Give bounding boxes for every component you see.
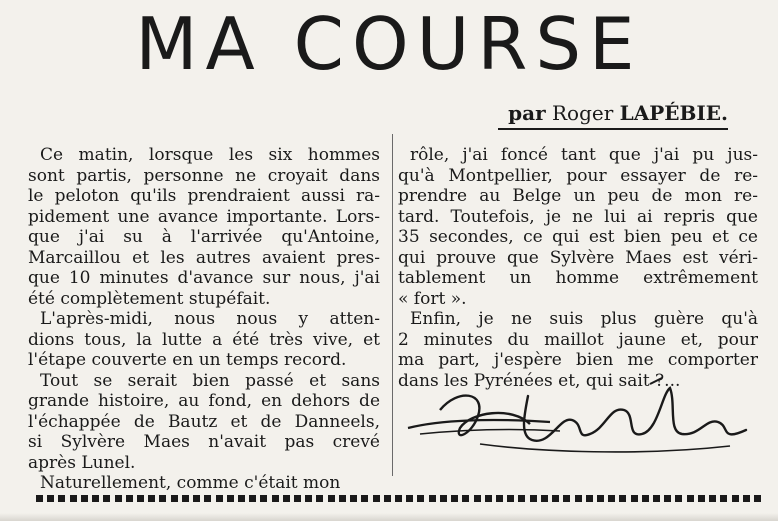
- paragraph-2: [28, 309, 380, 371]
- byline-surname: LAPÉBIE.: [619, 101, 728, 125]
- text-line: le peloton qu'ils prendraient aussi ra-: [28, 186, 380, 206]
- text-line: Tout se serait bien passé et sans: [40, 370, 380, 391]
- text-line: grande histoire, au fond, en dehors de: [28, 391, 380, 411]
- column-divider: [392, 134, 393, 476]
- byline: [508, 100, 728, 126]
- headline: MA COURSE: [135, 2, 643, 86]
- text-line: rôle, j'ai foncé tant que j'ai pu jus-: [410, 145, 758, 165]
- text-line: tard. Toutefois, je ne lui ai repris que: [398, 206, 758, 227]
- text-line: L'après-midi, nous nous y atten-: [40, 309, 380, 329]
- text-line: Naturellement, comme c'était mon: [40, 473, 341, 493]
- left-column: [28, 145, 380, 494]
- paragraph-3: [28, 371, 380, 474]
- byline-prefix: par: [508, 101, 546, 125]
- text-line: Marcaillou et les autres avaient pres-: [28, 247, 380, 268]
- text-line: Ce matin, lorsque les six hommes: [40, 145, 380, 165]
- handwritten-signature: [400, 376, 760, 476]
- paragraph-1: [28, 145, 380, 309]
- byline-underline: [498, 128, 728, 130]
- text-line: été complètement stupéfait.: [28, 288, 271, 309]
- text-line: 2 minutes du maillot jaune et, pour: [398, 329, 758, 350]
- text-line: tablement un homme extrêmement: [398, 268, 758, 288]
- dotted-separator: [36, 493, 761, 503]
- text-line: dions tous, la lutte a été très vive, et: [28, 329, 380, 350]
- text-line: « fort ».: [398, 288, 467, 309]
- text-line: l'échappée de Bautz et de Danneels,: [28, 411, 380, 432]
- text-line: prendre au Belge un peu de mon re-: [398, 186, 758, 206]
- text-line: Enfin, je ne suis plus guère qu'à: [410, 309, 758, 329]
- text-line: dans les Pyrénées et, qui sait ?...: [398, 370, 681, 391]
- text-line: pidement une avance importante. Lors-: [28, 206, 380, 227]
- byline-first-name: Roger: [551, 101, 614, 125]
- text-line: qui prouve que Sylvère Maes est véri-: [398, 247, 758, 268]
- text-line: si Sylvère Maes n'avait pas crevé: [28, 432, 380, 452]
- text-line: 35 secondes, ce qui est bien peu et ce: [398, 227, 758, 247]
- text-line: ma part, j'espère bien me comporter: [398, 350, 758, 370]
- text-line: que j'ai su à l'arrivée qu'Antoine,: [28, 227, 380, 247]
- text-line: sont partis, personne ne croyait dans: [28, 165, 380, 186]
- right-column: [398, 145, 758, 391]
- next-article-fragment: [0, 513, 778, 521]
- paragraph-4: [28, 473, 380, 494]
- paragraph-5: [398, 145, 758, 309]
- text-line: qu'à Montpellier, pour essayer de re-: [398, 165, 758, 186]
- text-line: après Lunel.: [28, 452, 136, 473]
- text-line: l'étape couverte en un temps record.: [28, 350, 347, 370]
- text-line: que 10 minutes d'avance sur nous, j'ai: [28, 268, 380, 288]
